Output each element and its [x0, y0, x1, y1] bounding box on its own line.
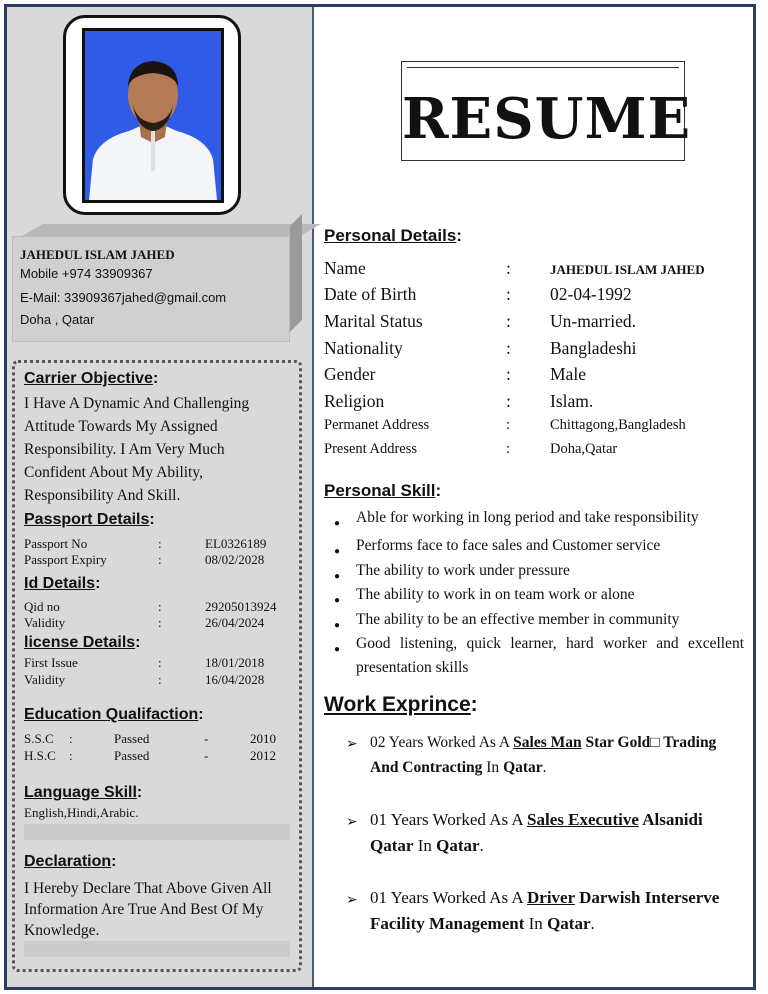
declaration-text: I Hereby Declare That Above Given All Information Are True And Best Of My Knowledge. [24, 880, 272, 939]
passport-row: Passport No : EL0326189 [24, 536, 267, 551]
education-row: S.S.C : Passed - 2010 [24, 731, 276, 746]
personal-row: Marital Status : Un-married. [324, 311, 637, 331]
bullet-icon: ● [334, 595, 341, 606]
personal-row: Present Address : Doha,Qatar [324, 441, 618, 457]
license-heading: license Details: [24, 634, 141, 651]
language-text: English,Hindi,Arabic. [24, 805, 139, 820]
personal-skill-heading: Personal Skill: [324, 481, 442, 500]
resume-title-box [401, 61, 692, 161]
personal-row: Gender : Male [324, 364, 586, 384]
contact-email: E-Mail: 33909367jahed@gmail.com [20, 290, 227, 305]
contact-mobile: Mobile +974 33909367 [20, 266, 153, 281]
id-row: Validity : 26/04/2024 [24, 615, 265, 630]
bullet-icon: ● [334, 620, 341, 631]
bullet-icon: ● [334, 644, 341, 655]
license-row: Validity : 16/04/2028 [24, 672, 265, 687]
objective-text: I Have A Dynamic And Challenging Attitude Towards My Assigned Responsibility. I Am Very Much Confident About My Ability, Responsibility And Skill. [24, 395, 250, 504]
sidebar-divider [312, 7, 314, 987]
bullet-icon: ● [334, 546, 341, 557]
profile-photo [82, 28, 224, 203]
license-row: First Issue : 18/01/2018 [24, 655, 265, 670]
arrow-bullet-icon: ➢ [346, 737, 358, 752]
language-heading: Language Skill: [24, 784, 143, 801]
education-row: H.S.C : Passed - 2012 [24, 748, 276, 763]
work-experience-heading: Work Exprince: [324, 693, 478, 716]
personal-details-heading: Personal Details: [324, 226, 462, 245]
language-bar [24, 824, 290, 840]
contact-card-side-face [290, 214, 302, 332]
id-heading: Id Details: [24, 575, 101, 592]
person-silhouette-icon [85, 31, 221, 200]
photo-frame [63, 15, 241, 215]
contact-name: JAHEDUL ISLAM JAHED [20, 247, 175, 262]
personal-row: Name : JAHEDUL ISLAM JAHED [324, 258, 705, 278]
declaration-bar [24, 941, 290, 957]
declaration-heading: Declaration: [24, 853, 117, 870]
contact-card-top-face [22, 224, 321, 236]
objective-heading: Carrier Objective: [24, 370, 159, 387]
bullet-icon: ● [334, 518, 341, 529]
personal-row: Permanet Address : Chittagong,Bangladesh [324, 417, 686, 433]
passport-row: Passport Expiry : 08/02/2028 [24, 552, 265, 567]
personal-row: Religion : Islam. [324, 391, 594, 411]
resume-title: RESUME [402, 86, 692, 152]
personal-row: Date of Birth : 02-04-1992 [324, 284, 632, 304]
id-row: Qid no : 29205013924 [24, 599, 277, 614]
arrow-bullet-icon: ➢ [346, 815, 358, 830]
bullet-icon: ● [334, 571, 341, 582]
personal-row: Nationality : Bangladeshi [324, 338, 637, 358]
arrow-bullet-icon: ➢ [346, 893, 358, 908]
education-heading: Education Qualifaction: [24, 706, 204, 723]
contact-location: Doha , Qatar [20, 312, 95, 327]
passport-heading: Passport Details: [24, 511, 155, 528]
